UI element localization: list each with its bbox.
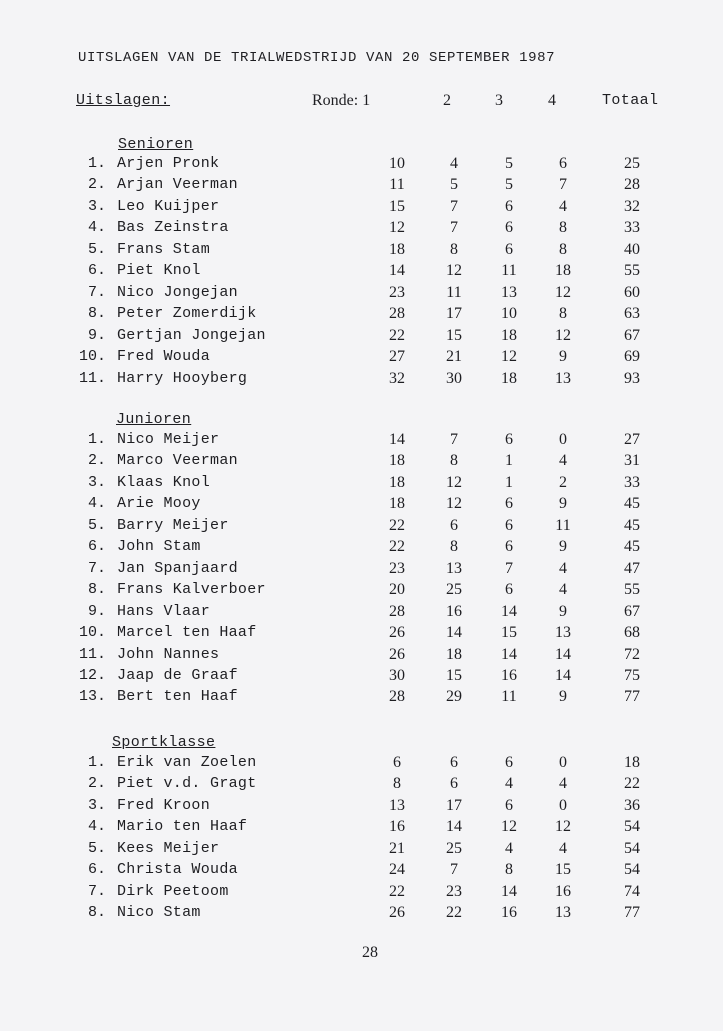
round-4-score-cell: 0: [559, 796, 567, 814]
table-row: [0, 176, 723, 197]
round-1-score-cell: 20: [389, 581, 405, 599]
table-row: [0, 840, 723, 861]
rank-cell: 5.: [87, 516, 106, 534]
round-4-score-cell: 13: [555, 369, 571, 387]
round-2-score-cell: 12: [446, 495, 462, 513]
total-score-cell: 47: [624, 559, 640, 577]
rank-cell: 6.: [87, 538, 106, 556]
round-2-score-cell: 17: [446, 305, 462, 323]
round-1-score-cell: 14: [389, 262, 405, 280]
round-4-score-cell: 9: [559, 348, 567, 366]
total-score-cell: 32: [624, 197, 640, 215]
round-2-score-cell: 11: [446, 283, 462, 301]
rider-name-cell: Piet v.d. Gragt: [117, 775, 257, 793]
page-number: 28: [362, 944, 378, 961]
round-4-score-cell: 4: [559, 452, 567, 470]
table-row: [0, 219, 723, 240]
round-3-score-cell: 14: [501, 602, 517, 620]
round-1-score-cell: 10: [389, 155, 405, 172]
table-row: [0, 155, 723, 176]
rank-cell: 5.: [87, 240, 106, 258]
table-row: [0, 688, 723, 709]
round-4-score-cell: 4: [559, 775, 567, 793]
total-header: Totaal: [602, 92, 659, 109]
round-2-score-cell: 4: [450, 155, 458, 172]
round-4-score-cell: 9: [559, 538, 567, 556]
round-3-score-cell: 1: [505, 452, 513, 470]
rider-name-cell: Klaas Knol: [117, 473, 211, 491]
table-row: [0, 667, 723, 688]
table-row: [0, 754, 723, 775]
round-2-score-cell: 5: [450, 176, 458, 194]
table-row: [0, 624, 723, 645]
rider-name-cell: Dirk Peetoom: [117, 882, 229, 900]
total-score-cell: 55: [624, 262, 640, 280]
round-1-score-cell: 24: [389, 861, 405, 879]
round-4-score-cell: 13: [555, 624, 571, 642]
round-3-header: 3: [495, 92, 503, 109]
round-2-score-cell: 6: [450, 775, 458, 793]
section-title: Senioren: [118, 136, 194, 153]
round-1-score-cell: 15: [389, 197, 405, 215]
table-row: [0, 452, 723, 473]
table-row: [0, 431, 723, 452]
round-2-score-cell: 18: [446, 645, 462, 663]
total-score-cell: 60: [624, 283, 640, 301]
total-score-cell: 74: [624, 882, 640, 900]
round-4-score-cell: 4: [559, 839, 567, 857]
table-row: [0, 241, 723, 262]
table-row: [0, 262, 723, 283]
round-3-score-cell: 14: [501, 882, 517, 900]
round-4-score-cell: 4: [559, 581, 567, 599]
round-4-header: 4: [548, 92, 556, 109]
round-4-score-cell: 12: [555, 283, 571, 301]
total-score-cell: 45: [624, 516, 640, 534]
rank-cell: 7.: [87, 882, 106, 900]
round-3-score-cell: 6: [505, 431, 513, 448]
rank-cell: 9.: [87, 326, 106, 344]
round-4-score-cell: 18: [555, 262, 571, 280]
total-score-cell: 75: [624, 666, 640, 684]
round-3-score-cell: 5: [505, 155, 513, 172]
page-title: UITSLAGEN VAN DE TRIALWEDSTRIJD VAN 20 SEPTEMBER 1987: [78, 50, 556, 66]
table-row: [0, 883, 723, 904]
round-1-score-cell: 26: [389, 624, 405, 642]
rank-cell: 10.: [78, 624, 106, 642]
section-title: Junioren: [116, 411, 192, 428]
total-score-cell: 33: [624, 473, 640, 491]
rider-name-cell: Barry Meijer: [117, 516, 229, 534]
rider-name-cell: Fred Kroon: [117, 796, 211, 814]
total-score-cell: 25: [624, 155, 640, 172]
round-4-score-cell: 0: [559, 754, 567, 771]
round-2-score-cell: 16: [446, 602, 462, 620]
round-1-score-cell: 22: [389, 516, 405, 534]
rider-name-cell: Kees Meijer: [117, 839, 220, 857]
rider-name-cell: Jaap de Graaf: [117, 666, 238, 684]
round-2-header: 2: [443, 92, 451, 109]
round-1-score-cell: 28: [389, 602, 405, 620]
round-4-score-cell: 9: [559, 495, 567, 513]
round-3-score-cell: 18: [501, 369, 517, 387]
total-score-cell: 40: [624, 240, 640, 258]
round-1-score-cell: 14: [389, 431, 405, 448]
round-4-score-cell: 9: [559, 688, 567, 706]
round-2-score-cell: 7: [450, 431, 458, 448]
round-4-score-cell: 14: [555, 666, 571, 684]
round-2-score-cell: 12: [446, 262, 462, 280]
round-3-score-cell: 16: [501, 904, 517, 922]
round-4-score-cell: 9: [559, 602, 567, 620]
total-score-cell: 45: [624, 538, 640, 556]
rank-cell: 7.: [87, 559, 106, 577]
round-1-score-cell: 13: [389, 796, 405, 814]
round-2-score-cell: 21: [446, 348, 462, 366]
rank-cell: 11.: [78, 645, 106, 663]
round-3-score-cell: 6: [505, 219, 513, 237]
section-title: Sportklasse: [112, 734, 216, 751]
round-4-score-cell: 8: [559, 240, 567, 258]
total-score-cell: 45: [624, 495, 640, 513]
round-2-score-cell: 17: [446, 796, 462, 814]
table-row: [0, 370, 723, 391]
rider-name-cell: Nico Stam: [117, 904, 201, 922]
round-4-score-cell: 12: [555, 326, 571, 344]
rank-cell: 4.: [87, 818, 106, 836]
round-1-score-cell: 23: [389, 283, 405, 301]
table-row: [0, 603, 723, 624]
round-3-score-cell: 7: [505, 559, 513, 577]
round-1-score-cell: 23: [389, 559, 405, 577]
table-header: [0, 92, 723, 112]
round-1-score-cell: 11: [389, 176, 405, 194]
round-4-score-cell: 2: [559, 473, 567, 491]
rank-cell: 12.: [78, 666, 106, 684]
table-row: [0, 348, 723, 369]
rider-name-cell: John Stam: [117, 538, 201, 556]
round-3-score-cell: 6: [505, 754, 513, 771]
round-3-score-cell: 5: [505, 176, 513, 194]
round-2-score-cell: 23: [446, 882, 462, 900]
rank-cell: 4.: [87, 495, 106, 513]
round-1-score-cell: 26: [389, 645, 405, 663]
round-1-score-cell: 22: [389, 538, 405, 556]
round-3-score-cell: 6: [505, 796, 513, 814]
round-4-score-cell: 14: [555, 645, 571, 663]
round-2-score-cell: 29: [446, 688, 462, 706]
round-4-score-cell: 15: [555, 861, 571, 879]
round-3-score-cell: 1: [505, 473, 513, 491]
rider-name-cell: Arjen Pronk: [117, 155, 220, 172]
total-score-cell: 18: [624, 754, 640, 771]
round-4-score-cell: 16: [555, 882, 571, 900]
round-4-score-cell: 8: [559, 219, 567, 237]
round-2-score-cell: 25: [446, 581, 462, 599]
rider-name-cell: Nico Meijer: [117, 431, 220, 448]
total-score-cell: 54: [624, 861, 640, 879]
round-3-score-cell: 8: [505, 861, 513, 879]
round-3-score-cell: 6: [505, 516, 513, 534]
rank-cell: 6.: [87, 861, 106, 879]
total-score-cell: 22: [624, 775, 640, 793]
table-row: [0, 517, 723, 538]
round-2-score-cell: 12: [446, 473, 462, 491]
round-1-score-cell: 27: [389, 348, 405, 366]
rank-cell: 9.: [87, 602, 106, 620]
round-2-score-cell: 8: [450, 240, 458, 258]
round-4-score-cell: 4: [559, 197, 567, 215]
round-3-score-cell: 4: [505, 839, 513, 857]
rider-name-cell: John Nannes: [117, 645, 220, 663]
round-2-score-cell: 15: [446, 666, 462, 684]
rank-cell: 2.: [87, 176, 106, 194]
rank-cell: 1.: [87, 431, 106, 448]
rank-cell: 1.: [87, 754, 106, 771]
round-1-score-cell: 12: [389, 219, 405, 237]
rider-name-cell: Mario ten Haaf: [117, 818, 248, 836]
round-1-score-cell: 18: [389, 473, 405, 491]
rank-cell: 11.: [78, 369, 106, 387]
rank-cell: 2.: [87, 775, 106, 793]
rank-cell: 2.: [87, 452, 106, 470]
rider-name-cell: Marcel ten Haaf: [117, 624, 257, 642]
rider-name-cell: Leo Kuijper: [117, 197, 220, 215]
round-3-score-cell: 6: [505, 495, 513, 513]
round-1-score-cell: 26: [389, 904, 405, 922]
rider-name-cell: Erik van Zoelen: [117, 754, 257, 771]
round-2-score-cell: 25: [446, 839, 462, 857]
rank-cell: 7.: [87, 283, 106, 301]
round-2-score-cell: 7: [450, 197, 458, 215]
total-score-cell: 68: [624, 624, 640, 642]
round-2-score-cell: 7: [450, 219, 458, 237]
total-score-cell: 27: [624, 431, 640, 448]
rider-name-cell: Jan Spanjaard: [117, 559, 238, 577]
round-3-score-cell: 13: [501, 283, 517, 301]
round-3-score-cell: 15: [501, 624, 517, 642]
round-3-score-cell: 12: [501, 348, 517, 366]
round-1-score-cell: 32: [389, 369, 405, 387]
round-2-score-cell: 13: [446, 559, 462, 577]
table-row: [0, 560, 723, 581]
rider-name-cell: Frans Kalverboer: [117, 581, 266, 599]
total-score-cell: 69: [624, 348, 640, 366]
round-2-score-cell: 30: [446, 369, 462, 387]
table-row: [0, 775, 723, 796]
round-1-score-cell: 22: [389, 326, 405, 344]
round-3-score-cell: 4: [505, 775, 513, 793]
rank-cell: 8.: [87, 305, 106, 323]
rider-name-cell: Gertjan Jongejan: [117, 326, 266, 344]
round-3-score-cell: 11: [501, 262, 517, 280]
rider-name-cell: Frans Stam: [117, 240, 211, 258]
table-row: [0, 538, 723, 559]
round-1-header: Ronde: 1: [312, 92, 371, 109]
round-3-score-cell: 6: [505, 197, 513, 215]
round-4-score-cell: 4: [559, 559, 567, 577]
total-score-cell: 31: [624, 452, 640, 470]
total-score-cell: 63: [624, 305, 640, 323]
round-3-score-cell: 6: [505, 581, 513, 599]
round-2-score-cell: 8: [450, 538, 458, 556]
total-score-cell: 72: [624, 645, 640, 663]
round-3-score-cell: 18: [501, 326, 517, 344]
table-row: [0, 818, 723, 839]
round-4-score-cell: 0: [559, 431, 567, 448]
table-row: [0, 861, 723, 882]
round-4-score-cell: 12: [555, 818, 571, 836]
round-4-score-cell: 13: [555, 904, 571, 922]
total-score-cell: 77: [624, 904, 640, 922]
round-1-score-cell: 18: [389, 240, 405, 258]
rank-cell: 3.: [87, 473, 106, 491]
round-3-score-cell: 14: [501, 645, 517, 663]
rank-cell: 1.: [87, 155, 106, 172]
round-3-score-cell: 6: [505, 538, 513, 556]
round-1-score-cell: 30: [389, 666, 405, 684]
results-label: Uitslagen:: [76, 92, 171, 109]
table-row: [0, 581, 723, 602]
rider-name-cell: Marco Veerman: [117, 452, 238, 470]
total-score-cell: 54: [624, 818, 640, 836]
rank-cell: 8.: [87, 904, 106, 922]
round-1-score-cell: 8: [393, 775, 401, 793]
round-2-score-cell: 14: [446, 624, 462, 642]
total-score-cell: 28: [624, 176, 640, 194]
table-row: [0, 797, 723, 818]
rank-cell: 8.: [87, 581, 106, 599]
round-2-score-cell: 14: [446, 818, 462, 836]
rank-cell: 10.: [78, 348, 106, 366]
round-1-score-cell: 6: [393, 754, 401, 771]
round-4-score-cell: 11: [555, 516, 571, 534]
rank-cell: 6.: [87, 262, 106, 280]
round-2-score-cell: 6: [450, 754, 458, 771]
total-score-cell: 77: [624, 688, 640, 706]
rider-name-cell: Harry Hooyberg: [117, 369, 248, 387]
table-row: [0, 904, 723, 925]
rank-cell: 4.: [87, 219, 106, 237]
total-score-cell: 33: [624, 219, 640, 237]
round-3-score-cell: 10: [501, 305, 517, 323]
table-row: [0, 198, 723, 219]
rider-name-cell: Hans Vlaar: [117, 602, 211, 620]
table-row: [0, 327, 723, 348]
rider-name-cell: Peter Zomerdijk: [117, 305, 257, 323]
round-1-score-cell: 18: [389, 495, 405, 513]
round-4-score-cell: 8: [559, 305, 567, 323]
round-2-score-cell: 7: [450, 861, 458, 879]
table-row: [0, 284, 723, 305]
round-1-score-cell: 22: [389, 882, 405, 900]
total-score-cell: 36: [624, 796, 640, 814]
table-row: [0, 474, 723, 495]
rank-cell: 3.: [87, 197, 106, 215]
rank-cell: 3.: [87, 796, 106, 814]
round-2-score-cell: 15: [446, 326, 462, 344]
table-row: [0, 305, 723, 326]
rank-cell: 5.: [87, 839, 106, 857]
round-1-score-cell: 18: [389, 452, 405, 470]
total-score-cell: 54: [624, 839, 640, 857]
rider-name-cell: Piet Knol: [117, 262, 201, 280]
round-3-score-cell: 6: [505, 240, 513, 258]
total-score-cell: 55: [624, 581, 640, 599]
round-4-score-cell: 6: [559, 155, 567, 172]
round-2-score-cell: 8: [450, 452, 458, 470]
rider-name-cell: Bert ten Haaf: [117, 688, 238, 706]
round-1-score-cell: 28: [389, 688, 405, 706]
total-score-cell: 67: [624, 326, 640, 344]
round-3-score-cell: 16: [501, 666, 517, 684]
rider-name-cell: Arie Mooy: [117, 495, 201, 513]
total-score-cell: 93: [624, 369, 640, 387]
rider-name-cell: Bas Zeinstra: [117, 219, 229, 237]
rider-name-cell: Fred Wouda: [117, 348, 211, 366]
table-row: [0, 646, 723, 667]
round-4-score-cell: 7: [559, 176, 567, 194]
round-3-score-cell: 12: [501, 818, 517, 836]
round-2-score-cell: 22: [446, 904, 462, 922]
round-3-score-cell: 11: [501, 688, 517, 706]
round-1-score-cell: 16: [389, 818, 405, 836]
round-1-score-cell: 21: [389, 839, 405, 857]
rider-name-cell: Arjan Veerman: [117, 176, 238, 194]
rank-cell: 13.: [78, 688, 106, 706]
round-1-score-cell: 28: [389, 305, 405, 323]
round-2-score-cell: 6: [450, 516, 458, 534]
rider-name-cell: Christa Wouda: [117, 861, 238, 879]
rider-name-cell: Nico Jongejan: [117, 283, 238, 301]
table-row: [0, 495, 723, 516]
total-score-cell: 67: [624, 602, 640, 620]
